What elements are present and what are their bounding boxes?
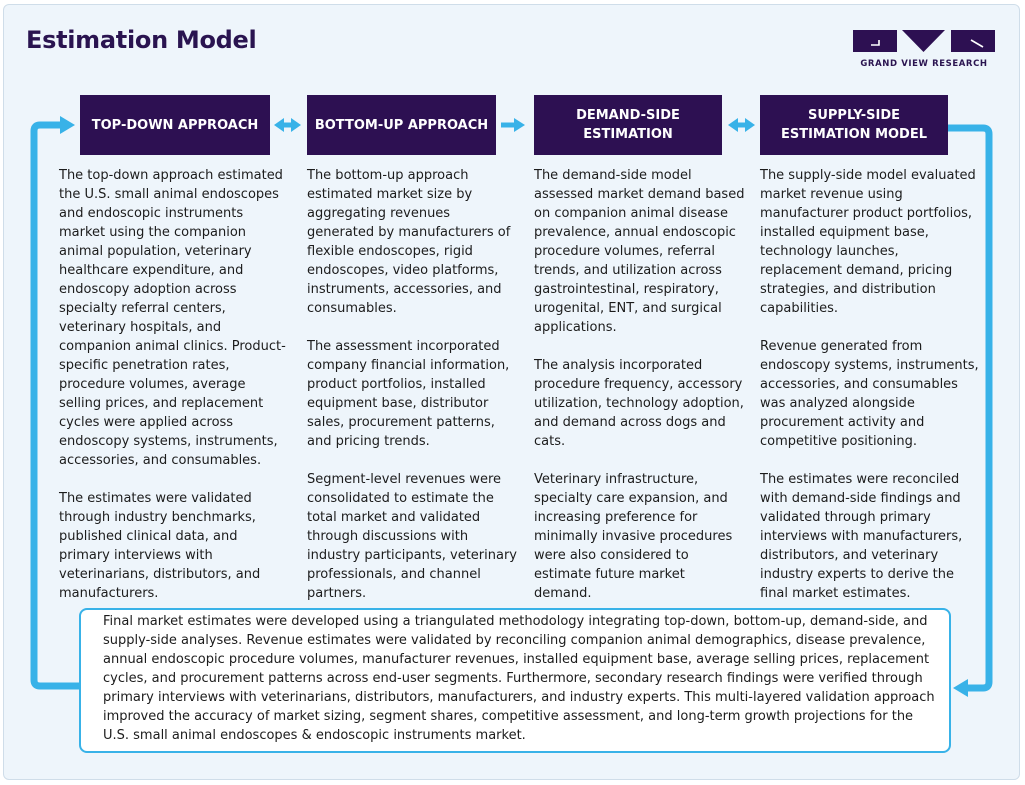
paragraph: Segment-level revenues were consolidated to estimate the total market and validated through discussions with industry participants, veterinary professionals, and channel partners. xyxy=(307,472,517,601)
paragraph: The analysis incorporated procedure frequency, accessory utilization, technology adoption, and demand across dogs and cats. xyxy=(534,358,744,449)
paragraph: The bottom-up approach estimated market size by aggregating revenues generated by manufacturers of flexible endoscopes, rigid endoscopes, video platforms, instruments, accessories, and consumables. xyxy=(307,168,511,316)
brand-name: GRAND VIEW RESEARCH xyxy=(860,59,988,69)
paragraph: Veterinary infrastructure, specialty care expansion, and increasing preference for minimally invasive procedures were also considered to estimate future market demand. xyxy=(534,472,733,601)
final-estimates-text: Final market estimates were developed using a triangulated methodology integrating top-down, bottom-up, demand-side, and supply-side analyses. Revenue estimates were validated by reconciling companion animal demographics, disease prevalence, annual endoscopic procedure volumes, manufacturer revenues, installed equipment base, average selling prices, replacement cycles, and procurement patterns across end-user segments. Furthermore, secondary research findings were verified through primary interviews with veterinarians, distributors, manufacturers, and industry experts. This multi-layered validation approach improved the accuracy of market sizing, segment shares, competitive assessment, and long-term growth projections for the U.S. small animal endoscopes & endoscopic instruments market. xyxy=(103,614,935,743)
column-bottom-up xyxy=(307,166,519,622)
column-top-down xyxy=(59,166,287,622)
paragraph: The demand-side model assessed market demand based on companion animal disease prevalence, annual endoscopic procedure volumes, referral trends, and utilization across gastrointestinal, respiratory, urogenital, ENT, and surgical applications. xyxy=(534,168,745,335)
page-title: Estimation Model xyxy=(26,26,257,54)
header-bottom-up: BOTTOM-UP APPROACH xyxy=(307,95,496,155)
connector-bottomup-demand xyxy=(501,118,525,132)
connector-demand-supply xyxy=(728,118,755,132)
header-top-down: TOP-DOWN APPROACH xyxy=(80,95,270,155)
connector-topdown-bottomup xyxy=(274,118,301,132)
paragraph: The assessment incorporated company financial information, product portfolios, installed equipment base, distributor sales, procurement patterns, and pricing trends. xyxy=(307,339,510,449)
paragraph: The supply-side model evaluated market revenue using manufacturer product portfolios, installed equipment base, technology launches, replacement demand, pricing strategies, and distribution capabilities. xyxy=(760,168,976,316)
paragraph: The top-down approach estimated the U.S. small animal endoscopes and endoscopic instruments market using the companion animal population, veterinary healthcare expenditure, and endoscopy adoption across specialty referral centers, veterinary hospitals, and companion animal clinics. Product-specific penetration rates, procedure volumes, average selling prices, and replacement cycles were applied across endoscopy systems, instruments, accessories, and consumables. xyxy=(59,168,286,468)
column-demand-side xyxy=(534,166,746,622)
header-supply-side: SUPPLY-SIDE ESTIMATION MODEL xyxy=(760,95,948,155)
column-supply-side xyxy=(760,166,982,622)
paragraph: Revenue generated from endoscopy systems, instruments, accessories, and consumables was analyzed alongside procurement activity and competitive positioning. xyxy=(760,339,979,449)
header-demand-side: DEMAND-SIDE ESTIMATION xyxy=(534,95,722,155)
paragraph: The estimates were reconciled with demand-side findings and validated through primary interviews with manufacturers, distributors, and veterinary industry experts to derive the final market estimates. xyxy=(760,472,963,601)
final-estimates-box xyxy=(79,608,951,753)
paragraph: The estimates were validated through industry benchmarks, published clinical data, and primary interviews with veterinarians, distributors, and manufacturers. xyxy=(59,491,261,601)
